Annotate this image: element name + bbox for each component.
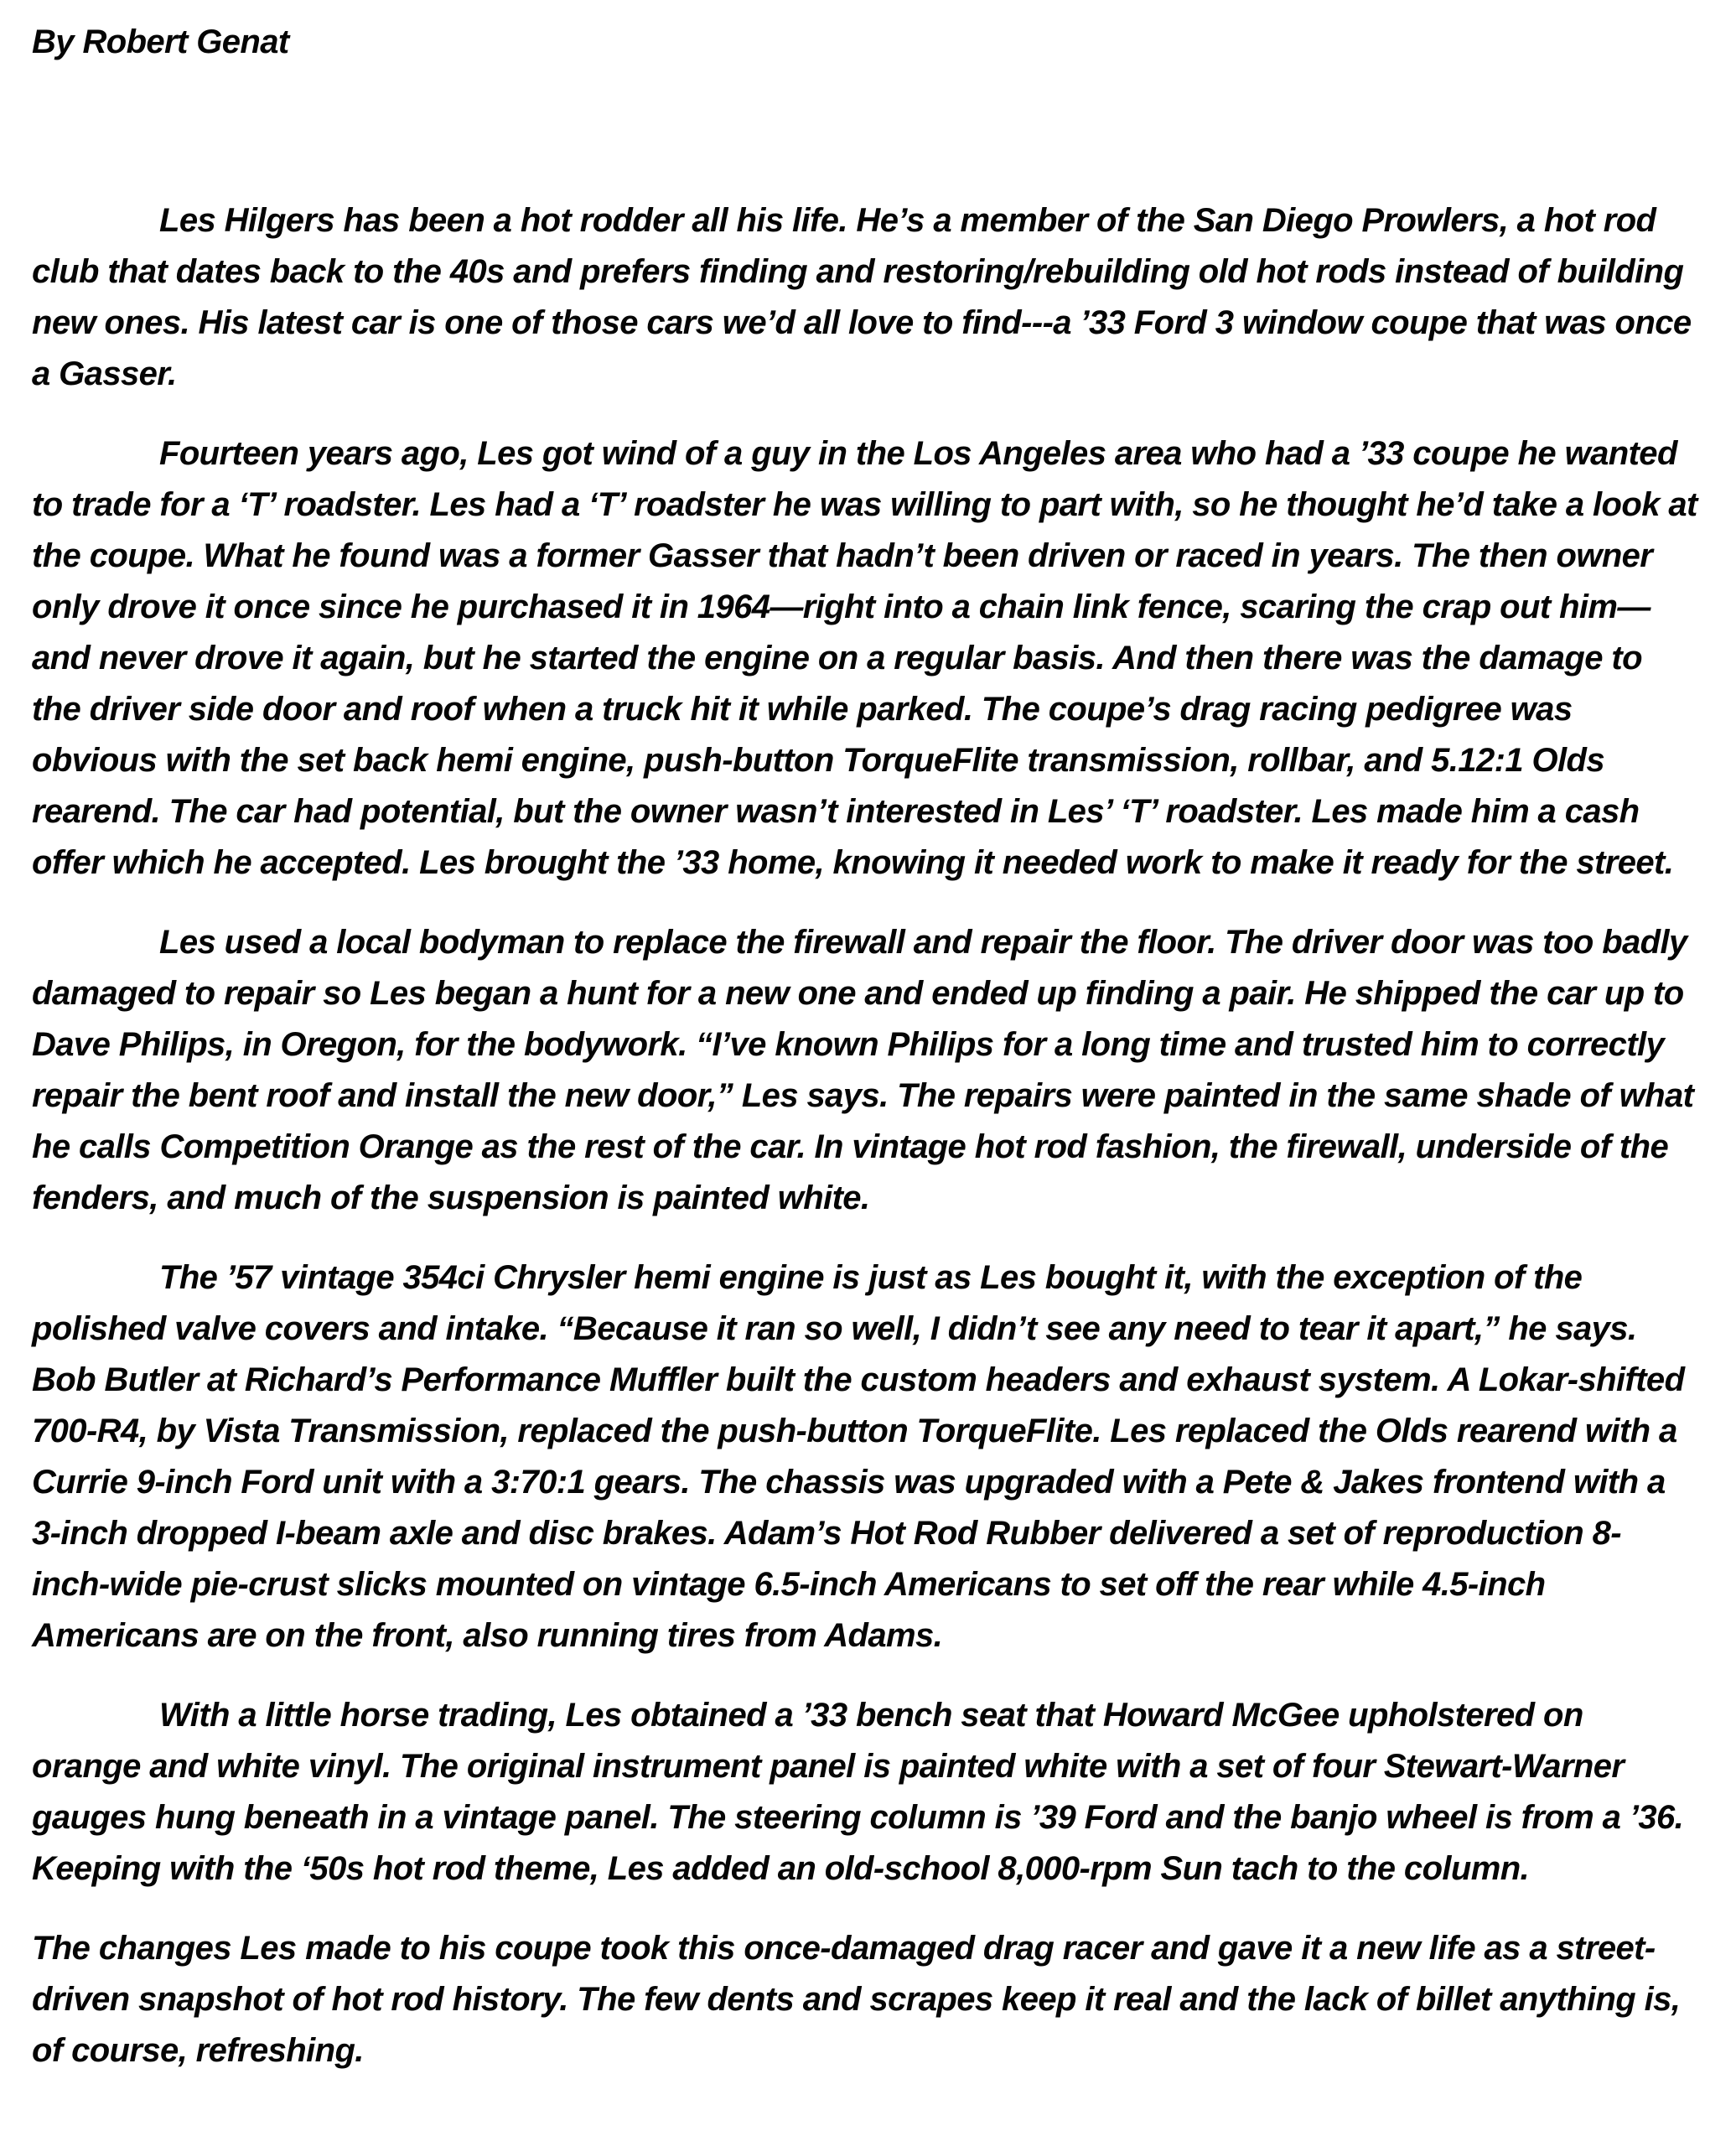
paragraph: With a little horse trading, Les obtained a ’33 bench seat that Howard McGee upholstered on orange and white vinyl. The original instrument panel is painted white with a set of four Stewart-Warner gauges hung beneath in a vintage panel. The steering column is ’39 Ford and the banjo wheel is from a ’36. Keeping with the ‘50s hot rod theme, Les added an old-school 8,000-rpm Sun tach to the column. [32,1697,1684,1887]
paragraph: The ’57 vintage 354ci Chrysler hemi engine is just as Les bought it, with the exception of the polished valve covers and intake. “Because it ran so well, I didn’t see any need to tear it apart,” he says. Bob Butler at Richard’s Performance Muffler built the custom headers and exhaust system. A Lokar-shifted 700-R4, by Vista Transmission, replaced the push-button TorqueFlite. Les replaced the Olds rearend with a Currie 9-inch Ford unit with a 3:70:1 gears. The chassis was upgraded with a Pete & Jakes frontend with a 3-inch dropped I-beam axle and disc brakes. Adam’s Hot Rod Rubber delivered a set of reproduction 8-inch-wide pie-crust slicks mounted on vintage 6.5-inch Americans to set off the rear while 4.5-inch Americans are on the front, also running tires from Adams. [32,1259,1685,1654]
byline: By Robert Genat [32,23,289,60]
paragraph: Fourteen years ago, Les got wind of a guy in the Los Angeles area who had a ’33 coupe he wanted to trade for a ‘T’ roadster. Les had a ‘T’ roadster he was willing to part with, so he thought he’d take a look at the coupe. What he found was a former Gasser that hadn’t been driven or raced in years. The then owner only drove it once since he purchased it in 1964—right into a chain link fence, scaring the crap out him—and never drove it again, but he started the engine on a regular basis. And then there was the damage to the driver side door and roof when a truck hit it while parked. The coupe’s drag racing pedigree was obvious with the set back hemi engine, push-button TorqueFlite transmission, rollbar, and 5.12:1 Olds rearend. The car had potential, but the owner wasn’t interested in Les’ ‘T’ roadster. Les made him a cash offer which he accepted. Les brought the ’33 home, knowing it needed work to make it ready for the street. [32,435,1697,881]
paragraph: The changes Les made to his coupe took this once-damaged drag racer and gave it a new life as a street-driven snapshot of hot rod history. The few dents and scrapes keep it real and the lack of billet anything is, of course, refreshing. [32,1930,1681,2069]
paragraph: Les used a local bodyman to replace the firewall and repair the floor. The driver door was too badly damaged to repair so Les began a hunt for a new one and ended up finding a pair. He shipped the car up to Dave Philips, in Oregon, for the bodywork. “I’ve known Philips for a long time and trusted him to correctly repair the bent roof and install the new door,” Les says. The repairs were painted in the same shade of what he calls Competition Orange as the rest of the car. In vintage hot rod fashion, the firewall, underside of the fenders, and much of the suspension is painted white. [32,924,1694,1216]
paragraph: Les Hilgers has been a hot rodder all his life. He’s a member of the San Diego Prowlers, a hot rod club that dates back to the 40s and prefers finding and restoring/rebuilding old hot rods instead of building new ones. His latest car is one of those cars we’d all love to find---a ’33 Ford 3 window coupe that was once a Gasser. [32,202,1692,392]
